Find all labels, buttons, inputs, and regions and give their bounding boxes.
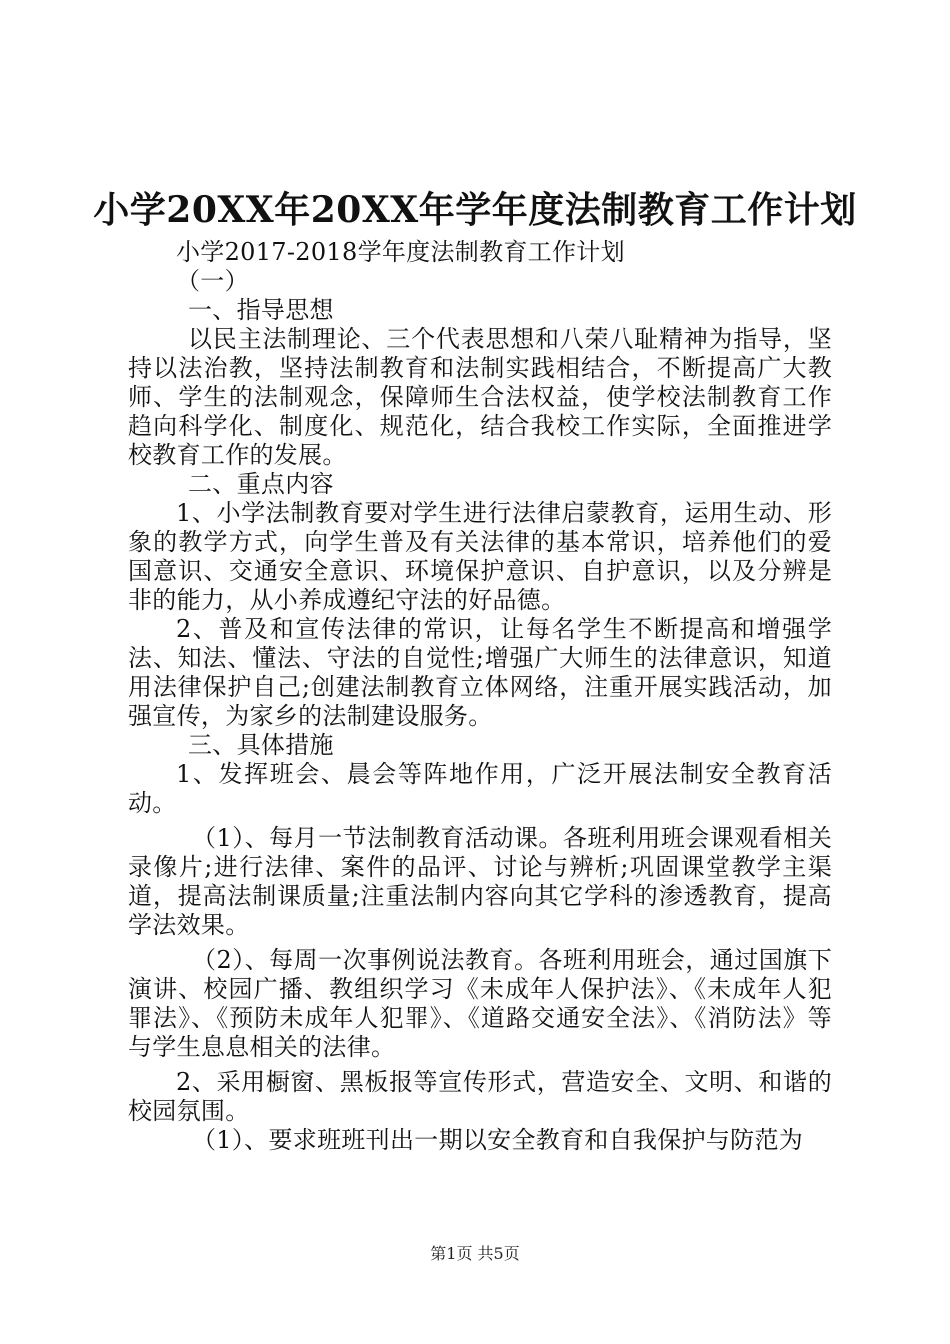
- paragraph-measure-2-1: （1）、要求班班刊出一期以安全教育和自我保护与防范为: [192, 1126, 804, 1154]
- paragraph-measure-2: 2、采用橱窗、黑板报等宣传形式，营造安全、文明、和谐的校园氛围。: [128, 1068, 832, 1125]
- document-body: [128, 238, 832, 1155]
- section-marker: （一）: [176, 267, 249, 295]
- heading-guiding-thought: 一、指导思想: [188, 296, 334, 324]
- paragraph-key-content-2: 2、普及和宣传法律的常识，让每名学生不断提高和增强学法、知法、懂法、守法的自觉性;增强广大师生的法律意识，知道用法律保护自己;创建法制教育立体网络，注重开展实践活动，加强宣传，为家乡的法制建设服务。: [128, 615, 832, 730]
- document-subtitle: 小学2017-2018学年度法制教育工作计划: [176, 238, 625, 266]
- paragraph-measure-1: 1、发挥班会、晨会等阵地作用，广泛开展法制安全教育活动。: [128, 760, 832, 817]
- heading-key-content: 二、重点内容: [188, 470, 334, 498]
- paragraph-guiding-thought: 以民主法制理论、三个代表思想和八荣八耻精神为指导，坚持以法治教，坚持法制教育和法制实践相结合，不断提高广大教师、学生的法制观念，保障师生合法权益，使学校法制教育工作趋向科学化、制度化、规范化，结合我校工作实际，全面推进学校教育工作的发展。: [128, 325, 832, 469]
- page-footer: 第1页 共5页: [430, 1244, 520, 1263]
- paragraph-key-content-1: 1、小学法制教育要对学生进行法律启蒙教育，运用生动、形象的教学方式，向学生普及有关法律的基本常识，培养他们的爱国意识、交通安全意识、环境保护意识、自护意识，以及分辨是非的能力，从小养成遵纪守法的好品德。: [128, 499, 832, 614]
- document-title: 小学20XX年20XX年学年度法制教育工作计划: [93, 189, 857, 231]
- heading-measures: 三、具体措施: [188, 731, 334, 759]
- paragraph-measure-1-1: （1）、每月一节法制教育活动课。各班利用班会课观看相关录像片;进行法律、案件的品评、讨论与辨析;巩固课堂教学主渠道，提高法制课质量;注重法制内容向其它学科的渗透教育，提高学法效果。: [128, 824, 832, 939]
- paragraph-measure-1-2: （2）、每周一次事例说法教育。各班利用班会，通过国旗下演讲、校园广播、教组织学习《未成年人保护法》、《未成年人犯罪法》、《预防未成年人犯罪》、《道路交通安全法》、《消防法》等与学生息息相关的法律。: [128, 946, 832, 1061]
